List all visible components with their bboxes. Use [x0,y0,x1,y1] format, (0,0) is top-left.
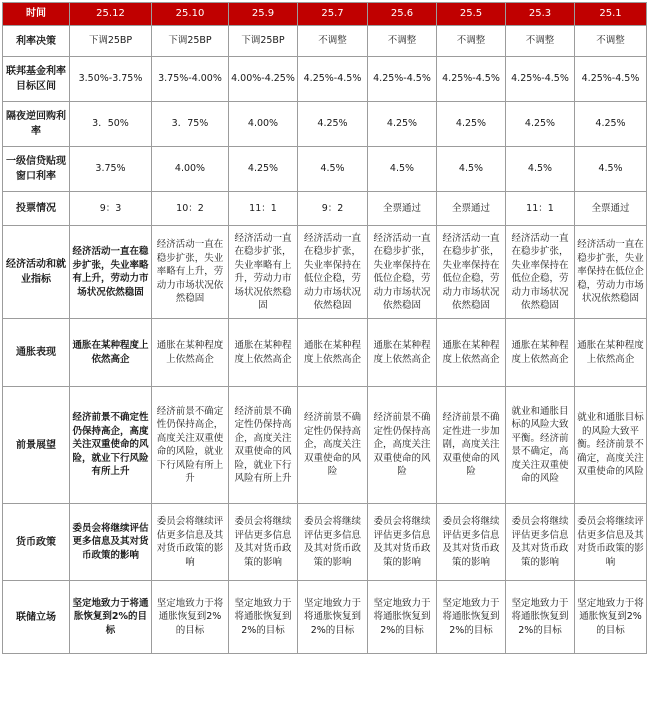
header-date: 25.3 [506,3,575,26]
table-cell: 4.25%-4.5% [298,57,368,102]
table-cell: 经济前景不确定性仍保持高企，高度关注双重使命的风险 [298,387,368,504]
row-label: 经济活动和就业指标 [3,226,70,319]
table-cell: 通胀在某种程度上依然高企 [368,319,437,387]
row-rate-decision [3,26,647,57]
table-cell: 经济活动一直在稳步扩张，失业率保持在低位企稳，劳动力市场状况依然稳固 [298,226,368,319]
table-cell: 全票通过 [368,192,437,226]
table-cell: 经济活动一直在稳步扩张，失业率保持在低位企稳，劳动力市场状况依然稳固 [506,226,575,319]
table-cell: 通胀在某种程度上依然高企 [298,319,368,387]
table-cell: 委员会将继续评估更多信息及其对货币政策的影响 [70,504,152,581]
table-cell: 9：2 [298,192,368,226]
table-cell: 坚定地致力于将通胀恢复到2%的目标 [70,581,152,654]
table-cell: 4.00% [229,102,298,147]
table-cell: 4.5% [506,147,575,192]
table-cell: 经济前景不确定性仍保持高企，高度关注双重使命的风险，就业下行风险有所上升 [229,387,298,504]
table-cell: 坚定地致力于将通胀恢复到2%的目标 [506,581,575,654]
table-cell: 4.25% [575,102,647,147]
table-cell: 11：1 [229,192,298,226]
table-cell: 通胀在某种程度上依然高企 [575,319,647,387]
table-cell: 3.75% [70,147,152,192]
row-target-range [3,57,647,102]
table-cell: 不调整 [575,26,647,57]
table-cell: 4.25%-4.5% [437,57,506,102]
table-cell: 4.5% [368,147,437,192]
table-cell: 通胀在某种程度上依然高企 [437,319,506,387]
header-date: 25.7 [298,3,368,26]
table-cell: 11：1 [506,192,575,226]
table-cell: 委员会将继续评估更多信息及其对货币政策的影响 [437,504,506,581]
table-cell: 就业和通胀目标的风险大致平衡。经济前景不确定，高度关注双重使命的风险 [506,387,575,504]
row-label: 投票情况 [3,192,70,226]
table-cell: 下调25BP [70,26,152,57]
table-cell: 经济前景不确定性仍保持高企，高度关注双重使命的风险，就业下行风险有所上升 [152,387,229,504]
table-cell: 4.00%-4.25% [229,57,298,102]
fomc-statement-comparison-table [2,2,647,654]
table-cell: 坚定地致力于将通胀恢复到2%的目标 [575,581,647,654]
table-cell: 4.00% [152,147,229,192]
header-date: 25.12 [70,3,152,26]
table-cell: 经济活动一直在稳步扩张，失业率保持在低位企稳，劳动力市场状况依然稳固 [368,226,437,319]
table-cell: 委员会将继续评估更多信息及其对货币政策的影响 [368,504,437,581]
table-cell: 全票通过 [437,192,506,226]
table-cell: 4.25% [229,147,298,192]
table-cell: 通胀在某种程度上依然高企 [70,319,152,387]
table-cell: 4.25% [368,102,437,147]
table-cell: 4.25% [437,102,506,147]
table-cell: 3．50% [70,102,152,147]
row-label: 联储立场 [3,581,70,654]
table-cell: 不调整 [298,26,368,57]
table-cell: 不调整 [368,26,437,57]
table-cell: 不调整 [506,26,575,57]
table-cell: 委员会将继续评估更多信息及其对货币政策的影响 [229,504,298,581]
header-date: 25.9 [229,3,298,26]
table-cell: 委员会将继续评估更多信息及其对货币政策的影响 [506,504,575,581]
table-cell: 经济前景不确定性仍保持高企，高度关注双重使命的风险，就业下行风险有所上升 [70,387,152,504]
header-date: 25.6 [368,3,437,26]
table-cell: 下调25BP [229,26,298,57]
table-cell: 通胀在某种程度上依然高企 [506,319,575,387]
row-outlook [3,387,647,504]
header-corner-time: 时间 [3,3,70,26]
row-label: 联邦基金利率目标区间 [3,57,70,102]
row-label: 通胀表现 [3,319,70,387]
row-discount-window [3,147,647,192]
table-cell: 4.25% [506,102,575,147]
table-cell: 不调整 [437,26,506,57]
table-cell: 4.5% [298,147,368,192]
table-cell: 经济活动一直在稳步扩张，失业率保持在低位企稳，劳动力市场状况依然稳固 [437,226,506,319]
table-cell: 就业和通胀目标的风险大致平衡。经济前景不确定，高度关注双重使命的风险 [575,387,647,504]
table-cell: 通胀在某种程度上依然高企 [152,319,229,387]
table-cell: 经济前景不确定性进一步加剧，高度关注双重使命的风险 [437,387,506,504]
row-label: 利率决策 [3,26,70,57]
table-cell: 下调25BP [152,26,229,57]
table-cell: 4.25%-4.5% [575,57,647,102]
table-cell: 3.50%-3.75% [70,57,152,102]
table-cell: 4.25%-4.5% [368,57,437,102]
table-cell: 经济前景不确定性仍保持高企，高度关注双重使命的风险 [368,387,437,504]
table-cell: 9：3 [70,192,152,226]
table-cell: 3.75%-4.00% [152,57,229,102]
row-vote [3,192,647,226]
table-cell: 经济活动一直在稳步扩张，失业率略有上升，劳动力市场状况依然稳固 [152,226,229,319]
table-cell: 通胀在某种程度上依然高企 [229,319,298,387]
table-cell: 委员会将继续评估更多信息及其对货币政策的影响 [152,504,229,581]
row-fed-stance [3,581,647,654]
table-cell: 坚定地致力于将通胀恢复到2%的目标 [229,581,298,654]
table-cell: 10：2 [152,192,229,226]
row-reverse-repo [3,102,647,147]
table-cell: 坚定地致力于将通胀恢复到2%的目标 [298,581,368,654]
table-cell: 经济活动一直在稳步扩张，失业率略有上升，劳动力市场状况依然稳固 [229,226,298,319]
table-cell: 3．75% [152,102,229,147]
row-employment [3,226,647,319]
table-cell: 经济活动一直在稳步扩张，失业率保持在低位企稳，劳动力市场状况依然稳固 [575,226,647,319]
header-row [3,3,647,26]
header-date: 25.1 [575,3,647,26]
table-cell: 坚定地致力于将通胀恢复到2%的目标 [152,581,229,654]
row-inflation [3,319,647,387]
table-cell: 全票通过 [575,192,647,226]
header-date: 25.10 [152,3,229,26]
table-cell: 坚定地致力于将通胀恢复到2%的目标 [368,581,437,654]
row-monetary-policy [3,504,647,581]
row-label: 一级信贷贴现窗口利率 [3,147,70,192]
table-cell: 经济活动一直在稳步扩张，失业率略有上升，劳动力市场状况依然稳固 [70,226,152,319]
row-label: 隔夜逆回购利率 [3,102,70,147]
table-cell: 4.25% [298,102,368,147]
table-cell: 4.25%-4.5% [506,57,575,102]
table-cell: 委员会将继续评估更多信息及其对货币政策的影响 [298,504,368,581]
table-cell: 4.5% [575,147,647,192]
row-label: 前景展望 [3,387,70,504]
table-cell: 坚定地致力于将通胀恢复到2%的目标 [437,581,506,654]
header-date: 25.5 [437,3,506,26]
row-label: 货币政策 [3,504,70,581]
table-cell: 4.5% [437,147,506,192]
table-cell: 委员会将继续评估更多信息及其对货币政策的影响 [575,504,647,581]
